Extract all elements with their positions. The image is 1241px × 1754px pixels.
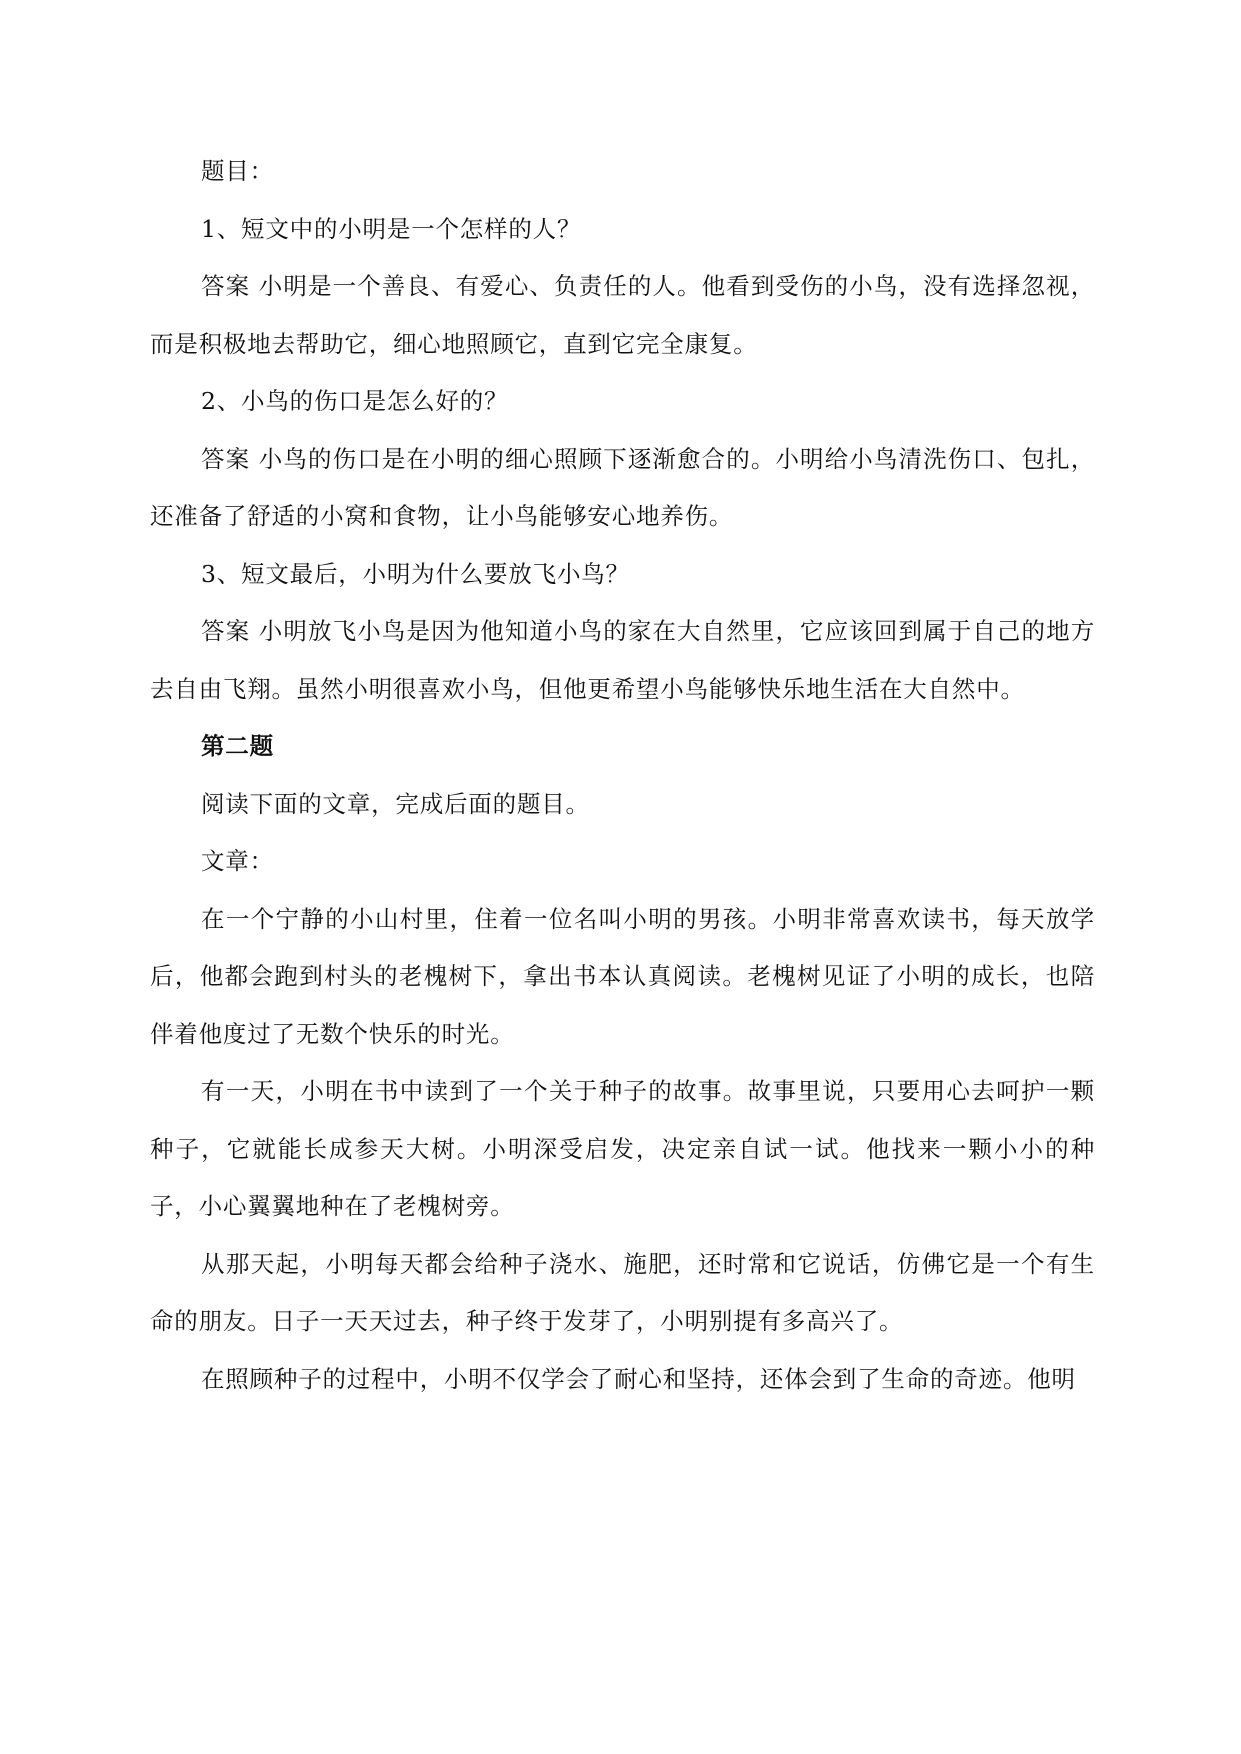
- instruction: 阅读下面的文章，完成后面的题目。: [201, 789, 590, 818]
- answer-2: 答案 小鸟的伤口是在小明的细心照顾下逐渐愈合的。小明给小鸟清洗伤口、包扎，还准备了舒适的小窝和食物，让小鸟能够安心地养伤。: [150, 444, 1095, 530]
- answer-1: 答案 小明是一个善良、有爱心、负责任的人。他看到受伤的小鸟，没有选择忽视，而是积极地去帮助它，细心地照顾它，直到它完全康复。: [150, 272, 1095, 358]
- article-paragraph: 有一天，小明在书中读到了一个关于种子的故事。故事里说，只要用心去呵护一颗种子，它就能长成参天大树。小明深受启发，决定亲自试一试。他找来一颗小小的种子，小心翼翼地种在了老槐树旁。: [150, 1077, 1095, 1220]
- question-3: 3、短文最后，小明为什么要放飞小鸟？: [201, 559, 630, 588]
- questions-heading: 题目：: [201, 157, 274, 185]
- question-1: 1、短文中的小明是一个怎样的人？: [201, 214, 582, 243]
- answer-3: 答案 小明放飞小鸟是因为他知道小鸟的家在大自然里，它应该回到属于自己的地方去自由飞翔。虽然小明很喜欢小鸟，但他更希望小鸟能够快乐地生活在大自然中。: [150, 617, 1095, 703]
- article-label: 文章：: [201, 847, 274, 875]
- article-paragraph: 在照顾种子的过程中，小明不仅学会了耐心和坚持，还体会到了生命的奇迹。他明: [201, 1364, 1076, 1393]
- section-title: 第二题: [201, 732, 274, 760]
- document-body: [150, 143, 1095, 1408]
- article-paragraph: 在一个宁静的小山村里，住着一位名叫小明的男孩。小明非常喜欢读书，每天放学后，他都会跑到村头的老槐树下，拿出书本认真阅读。老槐树见证了小明的成长，也陪伴着他度过了无数个快乐的时光。: [150, 904, 1095, 1048]
- question-2: 2、小鸟的伤口是怎么好的？: [201, 387, 509, 415]
- article-paragraph: 从那天起，小明每天都会给种子浇水、施肥，还时常和它说话，仿佛它是一个有生命的朋友。日子一天天过去，种子终于发芽了，小明别提有多高兴了。: [150, 1249, 1095, 1335]
